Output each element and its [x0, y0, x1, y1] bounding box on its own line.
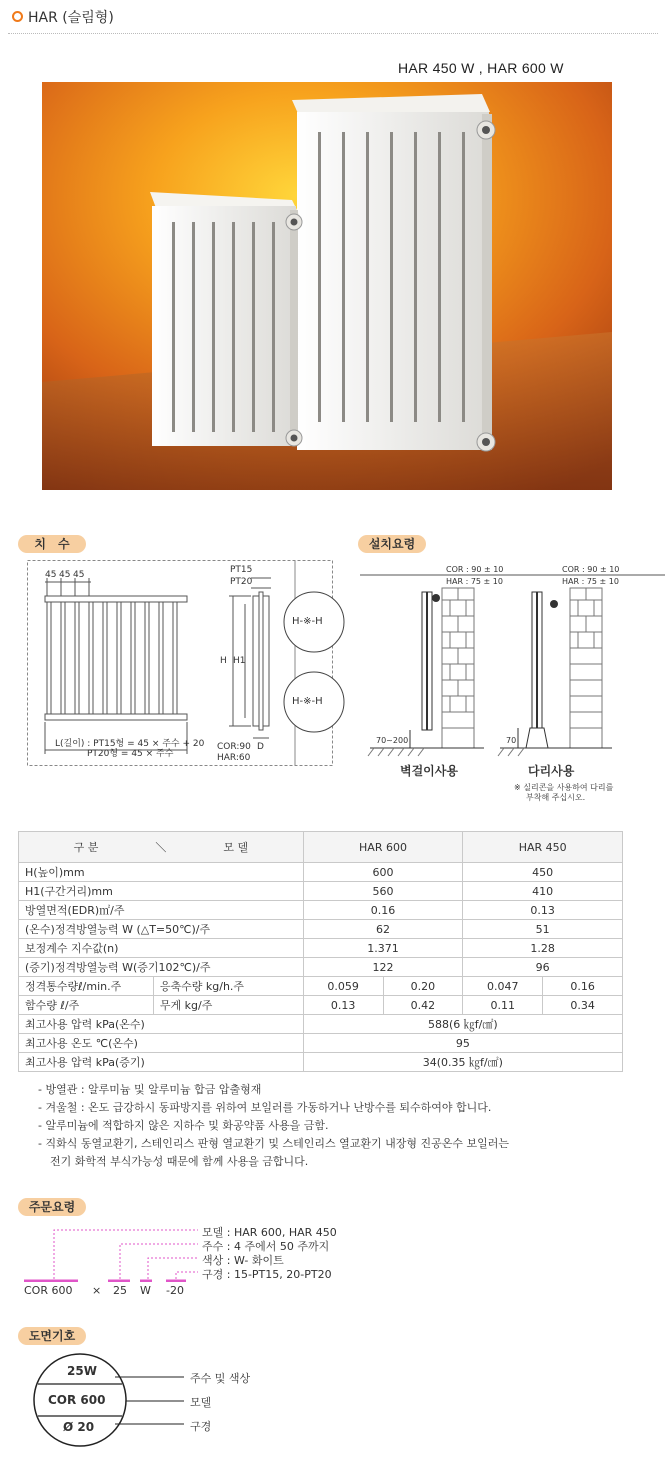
order-code-port: -20	[166, 1284, 184, 1297]
table-row	[19, 882, 623, 901]
row-value-merged: 588(6 ㎏f/㎠)	[303, 1015, 622, 1034]
radiator-illustration	[42, 82, 612, 490]
symbol-section-color: 25W	[67, 1364, 97, 1378]
drawing-symbol-diagram	[30, 1350, 330, 1450]
row-label: (증기)정격방열능력 W(증기102℃)/주	[19, 958, 304, 977]
note-item: - 알루미늄에 적합하지 않은 지하수 및 화공약품 사용을 금함.	[38, 1119, 329, 1132]
wall-mount-caption: 벽걸이사용	[400, 764, 458, 778]
row-value: 0.059	[303, 977, 383, 996]
page-title: HAR (슬림형)	[28, 10, 114, 26]
d-label: D	[257, 742, 264, 752]
header-slash: ＼	[155, 841, 167, 854]
page-header	[0, 0, 665, 34]
row-label: H1(구간거리)mm	[19, 882, 304, 901]
note-item: - 직화식 동열교환기, 스테인리스 판형 열교환기 및 스테인리스 열교환기 내장형 진공온수 보일러는	[38, 1137, 509, 1150]
dimension-drawing	[27, 560, 347, 770]
har-clearance-left: HAR : 75 ± 10	[446, 577, 503, 586]
header-right-label: 모 델	[223, 841, 249, 854]
row-value-har600: 62	[303, 920, 463, 939]
table-row	[19, 1034, 623, 1053]
row-value-merged: 95	[303, 1034, 622, 1053]
row-value: 0.34	[543, 996, 623, 1015]
leg-height-label: 70	[506, 736, 517, 745]
section-label-installation: 설치요령	[358, 535, 426, 553]
photo-caption: HAR 450 W , HAR 600 W	[398, 60, 564, 76]
row-value: 0.42	[383, 996, 463, 1015]
header-left-label: 구 분	[73, 841, 99, 854]
table-row	[19, 1053, 623, 1072]
row-value-har450: 410	[463, 882, 623, 901]
row-label-a: 함수량 ℓ/주	[19, 996, 154, 1015]
order-color-spec: 색상 : W- 화이트	[202, 1254, 284, 1267]
row-label: 방열면적(EDR)㎡/주	[19, 901, 304, 920]
row-value-merged: 34(0.35 ㎏f/㎠)	[303, 1053, 622, 1072]
table-row	[19, 939, 623, 958]
note-item: - 겨울철 : 온도 급강하시 동파방지를 위하여 보일러를 가동하거나 난방수를 퇴수하여야 합니다.	[38, 1101, 492, 1114]
length-formula-pt20: PT20형 = 45 × 주수	[87, 749, 174, 759]
section-label-order: 주문요령	[18, 1198, 86, 1216]
h1-label: H1	[233, 656, 246, 666]
row-value: 0.16	[543, 977, 623, 996]
leg-note-line2: 부착해 주십시오.	[526, 793, 586, 802]
row-label: 최고사용 압력 kPa(증기)	[19, 1053, 304, 1072]
row-value-har450: 450	[463, 863, 623, 882]
row-value-har600: 560	[303, 882, 463, 901]
spacing-45-a: 45	[45, 570, 57, 580]
row-label: 보정계수 지수값(n)	[19, 939, 304, 958]
notes-list	[38, 1081, 509, 1171]
circle-bullet-icon	[12, 11, 23, 22]
row-value: 0.13	[303, 996, 383, 1015]
cor-clearance-left: COR : 90 ± 10	[446, 565, 504, 574]
pt20-label: PT20	[230, 577, 253, 587]
row-value-har600: 122	[303, 958, 463, 977]
spacing-45-c: 45	[73, 570, 85, 580]
symbol-model: COR 600	[48, 1393, 106, 1407]
har-depth-label: HAR:60	[217, 753, 251, 763]
spacing-45-b: 45	[59, 570, 71, 580]
table-row	[19, 1015, 623, 1034]
wall-height-label: 70~200	[376, 736, 409, 745]
order-code-times: ×	[92, 1284, 102, 1297]
product-photo	[42, 82, 612, 490]
order-code-color: W	[140, 1284, 151, 1297]
row-value-har450: 96	[463, 958, 623, 977]
order-code-model: COR 600	[24, 1284, 73, 1297]
order-port-spec: 구경 : 15-PT15, 20-PT20	[202, 1268, 332, 1281]
row-label-b: 응축수량 kg/h.주	[153, 977, 303, 996]
leg-note-line1: ※ 실리콘을 사용하여 다리를	[514, 783, 614, 792]
cor-clearance-right: COR : 90 ± 10	[562, 565, 620, 574]
table-row	[19, 977, 623, 996]
note-item: 전기 화학적 부식가능성 때문에 함께 사용을 금합니다.	[50, 1155, 309, 1168]
row-label: 최고사용 온도 ℃(온수)	[19, 1034, 304, 1053]
row-label-a: 정격통수량ℓ/min.주	[19, 977, 154, 996]
table-row	[19, 996, 623, 1015]
spec-table	[18, 831, 623, 1072]
table-row	[19, 901, 623, 920]
order-diagram	[18, 1222, 348, 1282]
fitting-label-b: H-※-H	[292, 696, 323, 707]
table-row	[19, 920, 623, 939]
header-har450: HAR 450	[463, 832, 623, 863]
installation-drawing	[360, 560, 665, 800]
section-label-dimensions: 치 수	[18, 535, 86, 553]
h-label: H	[220, 656, 227, 666]
symbol-port-size: Ø 20	[63, 1420, 95, 1434]
order-model-spec: 모델 : HAR 600, HAR 450	[202, 1226, 337, 1239]
row-value-har450: 1.28	[463, 939, 623, 958]
table-header-category	[19, 832, 304, 863]
header-har600: HAR 600	[303, 832, 463, 863]
table-row	[19, 863, 623, 882]
row-value: 0.11	[463, 996, 543, 1015]
table-row	[19, 958, 623, 977]
pt15-label: PT15	[230, 565, 253, 575]
row-label: (온수)정격방열능력 W (△T=50℃)/주	[19, 920, 304, 939]
fitting-label-a: H-※-H	[292, 616, 323, 627]
symbol-label-port: 구경	[190, 1420, 212, 1433]
order-code-count: 25	[113, 1284, 127, 1297]
row-value-har450: 0.13	[463, 901, 623, 920]
symbol-label-model: 모델	[190, 1396, 212, 1409]
row-value-har600: 600	[303, 863, 463, 882]
row-label: H(높이)mm	[19, 863, 304, 882]
cor-depth-label: COR:90	[217, 742, 251, 752]
row-value: 0.047	[463, 977, 543, 996]
row-value-har600: 1.371	[303, 939, 463, 958]
header-divider	[8, 33, 658, 34]
order-section-spec: 주수 : 4 주에서 50 주까지	[202, 1240, 330, 1253]
row-label-b: 무게 kg/주	[153, 996, 303, 1015]
har-clearance-right: HAR : 75 ± 10	[562, 577, 619, 586]
leg-mount-caption: 다리사용	[528, 764, 575, 778]
table-header-row	[19, 832, 623, 863]
row-value-har600: 0.16	[303, 901, 463, 920]
length-formula-pt15: L(길이) : PT15형 = 45 × 주수 + 20	[55, 739, 205, 749]
symbol-label-section-color: 주수 및 색상	[190, 1372, 251, 1385]
section-label-symbol: 도면기호	[18, 1327, 86, 1345]
row-value: 0.20	[383, 977, 463, 996]
row-label: 최고사용 압력 kPa(온수)	[19, 1015, 304, 1034]
note-item: - 방열관 : 알루미늄 및 알루미늄 합금 압출형재	[38, 1083, 262, 1096]
row-value-har450: 51	[463, 920, 623, 939]
